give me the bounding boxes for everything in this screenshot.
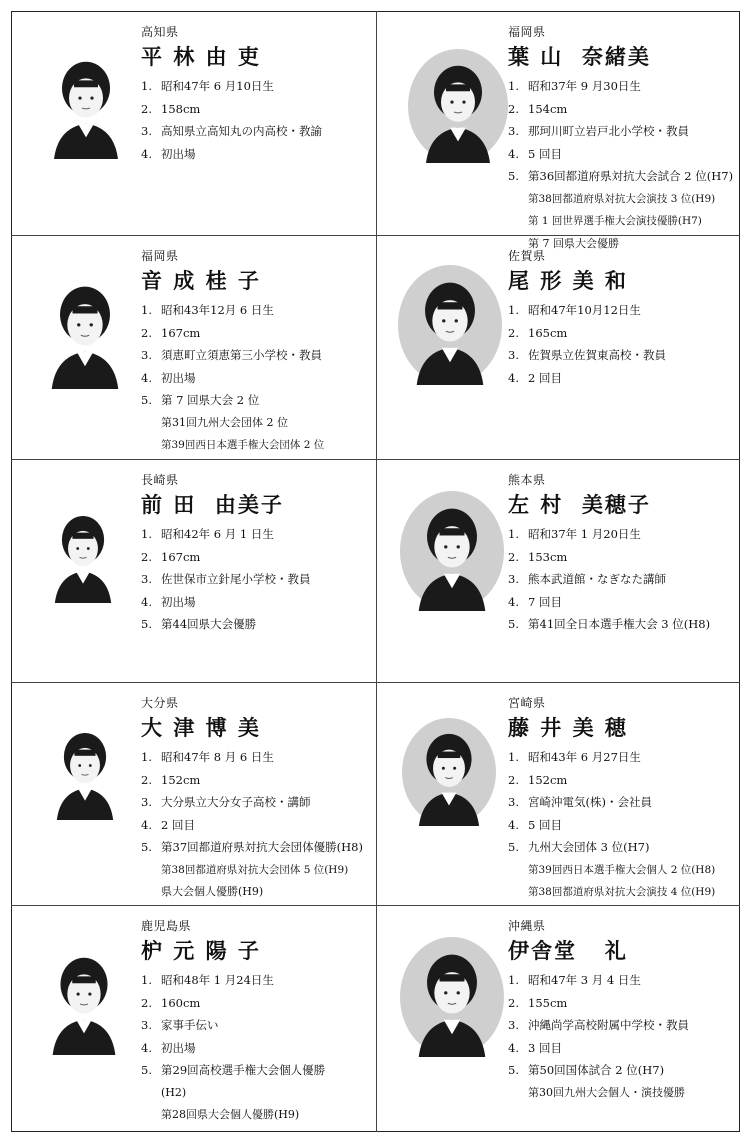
item-number: 3. bbox=[141, 1018, 152, 1032]
athlete-card bbox=[376, 459, 740, 682]
item-number: 2. bbox=[141, 101, 152, 116]
item-text: 昭和47年 8 月 6 日生 bbox=[161, 750, 274, 764]
item-number: 4. bbox=[508, 594, 519, 609]
item-text: 宮崎沖電気(株)・会社員 bbox=[528, 795, 652, 809]
athlete-name: 音 成 桂 子 bbox=[141, 269, 261, 293]
athlete-photo bbox=[41, 718, 129, 820]
profile-item bbox=[508, 836, 715, 859]
profile-item bbox=[141, 769, 363, 792]
profile-item bbox=[508, 814, 715, 837]
item-number: 1. bbox=[141, 750, 152, 764]
item-number: 5. bbox=[141, 840, 152, 854]
profile-list bbox=[508, 75, 733, 255]
item-sub-line: 第39回西日本選手権大会個人 2 位(H8) bbox=[528, 863, 716, 876]
profile-item bbox=[508, 98, 733, 121]
item-number: 4. bbox=[141, 817, 152, 832]
item-number: 2. bbox=[508, 995, 519, 1010]
item-number: 1. bbox=[141, 79, 152, 93]
athlete-name: 平 林 由 吏 bbox=[141, 45, 261, 69]
item-sub-line: 第30回九州大会個人・演技優勝 bbox=[528, 1085, 685, 1099]
profile-item bbox=[141, 836, 363, 859]
item-sub-line: 第31回九州大会団体 2 位 bbox=[161, 415, 288, 429]
profile-item bbox=[508, 1014, 689, 1037]
profile-item bbox=[141, 969, 325, 992]
athlete-name: 枦 元 陽 子 bbox=[141, 939, 261, 963]
profile-item bbox=[508, 746, 715, 769]
prefecture: 宮崎県 bbox=[508, 696, 546, 710]
profile-item bbox=[141, 322, 324, 345]
profile-item bbox=[141, 1037, 325, 1060]
athlete-photo bbox=[400, 491, 504, 611]
profile-item bbox=[141, 791, 363, 814]
item-number: 3. bbox=[508, 795, 519, 809]
athlete-card bbox=[11, 11, 376, 235]
item-number: 1. bbox=[508, 79, 519, 93]
profile-list bbox=[141, 299, 324, 457]
item-text: 大分県立大分女子高校・講師 bbox=[161, 795, 311, 809]
item-text: 154cm bbox=[528, 101, 568, 116]
profile-list bbox=[508, 523, 710, 636]
athlete-name: 左 村 美穂子 bbox=[508, 493, 651, 517]
item-text: 昭和37年 9 月30日生 bbox=[528, 79, 641, 93]
prefecture: 鹿児島県 bbox=[141, 919, 192, 933]
item-text: 7 回目 bbox=[528, 594, 562, 609]
item-number: 3. bbox=[508, 572, 519, 586]
item-sub-line: (H2) bbox=[161, 1085, 187, 1099]
item-number: 4. bbox=[141, 370, 152, 385]
prefecture: 高知県 bbox=[141, 25, 179, 39]
profile-list bbox=[508, 969, 689, 1104]
item-text: 153cm bbox=[528, 549, 568, 564]
prefecture: 佐賀県 bbox=[508, 249, 546, 263]
item-text: 3 回目 bbox=[528, 1040, 562, 1055]
athlete-photo bbox=[402, 718, 496, 826]
item-number: 2. bbox=[508, 772, 519, 787]
item-text: 須恵町立須恵第三小学校・教員 bbox=[161, 348, 322, 362]
item-number: 2. bbox=[141, 772, 152, 787]
item-number: 3. bbox=[141, 572, 152, 586]
item-text: 初出場 bbox=[161, 370, 196, 385]
athlete-photo bbox=[39, 501, 127, 603]
item-number: 5. bbox=[141, 1063, 152, 1077]
profile-item bbox=[141, 992, 325, 1015]
item-text: 初出場 bbox=[161, 1040, 196, 1055]
athlete-card bbox=[11, 459, 376, 682]
item-sub-line: 県大会個人優勝(H9) bbox=[161, 885, 264, 898]
item-sub-line: 第 1 回世界選手権大会演技優勝(H7) bbox=[528, 215, 702, 227]
item-number: 3. bbox=[508, 1018, 519, 1032]
athlete-photo bbox=[35, 941, 133, 1055]
item-text: 昭和48年 1 月24日生 bbox=[161, 973, 274, 987]
prefecture: 福岡県 bbox=[141, 249, 179, 263]
item-number: 4. bbox=[141, 1040, 152, 1055]
item-text: 沖縄尚学高校附属中学校・教員 bbox=[528, 1018, 689, 1032]
profile-item bbox=[508, 143, 733, 166]
profile-item bbox=[141, 568, 311, 591]
athlete-card bbox=[11, 235, 376, 459]
profile-item bbox=[141, 523, 311, 546]
athlete-name: 伊舎堂 礼 bbox=[508, 939, 628, 963]
item-number: 3. bbox=[508, 348, 519, 362]
item-number: 2. bbox=[141, 325, 152, 340]
item-text: 第36回都道府県対抗大会試合 2 位(H7) bbox=[528, 169, 734, 183]
item-number: 1. bbox=[508, 527, 519, 541]
item-sub-line: 第 7 回県大会優勝 bbox=[528, 236, 619, 250]
item-number: 4. bbox=[508, 1040, 519, 1055]
item-number: 5. bbox=[508, 617, 519, 631]
athlete-card bbox=[376, 682, 740, 905]
item-text: 158cm bbox=[161, 101, 201, 116]
item-number: 1. bbox=[141, 303, 152, 317]
item-text: 高知県立高知丸の内高校・教諭 bbox=[161, 124, 322, 138]
item-number: 2. bbox=[508, 101, 519, 116]
item-number: 1. bbox=[508, 303, 519, 317]
prefecture: 長崎県 bbox=[141, 473, 179, 487]
athlete-card bbox=[11, 682, 376, 905]
profile-item bbox=[508, 523, 710, 546]
item-text: 昭和47年 3 月 4 日生 bbox=[528, 973, 641, 987]
item-text: 155cm bbox=[528, 995, 568, 1010]
profile-item bbox=[141, 389, 324, 412]
profile-item bbox=[508, 75, 733, 98]
profile-item bbox=[508, 791, 715, 814]
profile-item bbox=[141, 120, 322, 143]
item-text: 167cm bbox=[161, 325, 201, 340]
profile-item bbox=[141, 143, 322, 166]
profile-item bbox=[141, 344, 324, 367]
item-number: 4. bbox=[508, 817, 519, 832]
profile-item bbox=[141, 75, 322, 98]
item-number: 2. bbox=[141, 549, 152, 564]
profile-item bbox=[141, 814, 363, 837]
profile-item bbox=[508, 299, 666, 322]
profile-list bbox=[141, 969, 325, 1127]
item-sub-line: 第28回県大会個人優勝(H9) bbox=[161, 1108, 300, 1121]
item-number: 1. bbox=[508, 973, 519, 987]
prefecture: 大分県 bbox=[141, 696, 179, 710]
athlete-card bbox=[11, 905, 376, 1132]
item-text: 昭和47年 6 月10日生 bbox=[161, 79, 274, 93]
item-text: 第 7 回県大会 2 位 bbox=[161, 393, 260, 407]
item-number: 5. bbox=[508, 840, 519, 854]
prefecture: 沖縄県 bbox=[508, 919, 546, 933]
item-sub-line: 第38回都道府県対抗大会演技 4 位(H9) bbox=[528, 886, 716, 898]
profile-item bbox=[508, 546, 710, 569]
item-text: 熊本武道館・なぎなた講師 bbox=[528, 572, 666, 586]
item-number: 2. bbox=[508, 325, 519, 340]
athlete-photo bbox=[400, 937, 504, 1057]
item-text: 第50回国体試合 2 位(H7) bbox=[528, 1063, 665, 1077]
athlete-name: 藤 井 美 穂 bbox=[508, 716, 628, 740]
prefecture: 福岡県 bbox=[508, 25, 546, 39]
athlete-photo bbox=[398, 265, 502, 385]
item-text: 160cm bbox=[161, 995, 201, 1010]
item-text: 第44回県大会優勝 bbox=[161, 617, 257, 631]
item-number: 4. bbox=[508, 146, 519, 161]
item-text: 佐賀県立佐賀東高校・教員 bbox=[528, 348, 666, 362]
item-text: 九州大会団体 3 位(H7) bbox=[528, 840, 650, 854]
item-number: 5. bbox=[141, 617, 152, 631]
item-text: 第41回全日本選手権大会 3 位(H8) bbox=[528, 617, 711, 631]
profile-list bbox=[141, 523, 311, 636]
item-text: 第37回都道府県対抗大会団体優勝(H8) bbox=[161, 840, 363, 854]
item-text: 5 回目 bbox=[528, 146, 562, 161]
athlete-name: 大 津 博 美 bbox=[141, 716, 261, 740]
item-text: 2 回目 bbox=[528, 370, 562, 385]
item-text: 初出場 bbox=[161, 146, 196, 161]
profile-item bbox=[508, 165, 733, 188]
item-text: 昭和43年 6 月27日生 bbox=[528, 750, 641, 764]
item-text: 167cm bbox=[161, 549, 201, 564]
item-text: 152cm bbox=[528, 772, 568, 787]
item-number: 5. bbox=[508, 1063, 519, 1077]
profile-list bbox=[508, 746, 715, 904]
athlete-card bbox=[376, 11, 740, 250]
profile-item bbox=[508, 568, 710, 591]
item-text: 初出場 bbox=[161, 594, 196, 609]
profile-item bbox=[508, 613, 710, 636]
athlete-name: 前 田 由美子 bbox=[141, 493, 284, 517]
item-number: 3. bbox=[141, 348, 152, 362]
profile-list bbox=[141, 75, 322, 165]
item-text: 昭和43年12月 6 日生 bbox=[161, 303, 274, 317]
profile-item bbox=[141, 367, 324, 390]
item-text: 第29回高校選手権大会個人優勝 bbox=[161, 1063, 326, 1077]
profile-item bbox=[141, 299, 324, 322]
profile-item bbox=[508, 992, 689, 1015]
item-number: 4. bbox=[141, 594, 152, 609]
item-number: 3. bbox=[141, 795, 152, 809]
athlete-card bbox=[376, 905, 740, 1132]
profile-item bbox=[141, 1014, 325, 1037]
item-sub-line: 第39回西日本選手権大会団体 2 位 bbox=[161, 439, 325, 451]
athlete-name: 葉 山 奈緒美 bbox=[508, 45, 651, 69]
item-text: 昭和42年 6 月 1 日生 bbox=[161, 527, 274, 541]
item-number: 1. bbox=[141, 527, 152, 541]
athlete-photo bbox=[33, 269, 137, 389]
prefecture: 熊本県 bbox=[508, 473, 546, 487]
item-text: 152cm bbox=[161, 772, 201, 787]
item-number: 2. bbox=[141, 995, 152, 1010]
profile-item bbox=[141, 98, 322, 121]
item-sub-line: 第38回都道府県対抗大会演技 3 位(H9) bbox=[528, 192, 716, 205]
profile-item bbox=[141, 546, 311, 569]
item-text: 昭和47年10月12日生 bbox=[528, 303, 641, 317]
item-sub-line: 第38回都道府県対抗大会団体 5 位(H9) bbox=[161, 863, 349, 876]
item-text: 佐世保市立針尾小学校・教員 bbox=[161, 572, 311, 586]
item-number: 1. bbox=[141, 973, 152, 987]
item-number: 5. bbox=[141, 393, 152, 407]
item-text: 5 回目 bbox=[528, 817, 562, 832]
profile-item bbox=[508, 769, 715, 792]
profile-list bbox=[508, 299, 666, 389]
profile-item bbox=[508, 591, 710, 614]
profile-item bbox=[508, 322, 666, 345]
item-text: 家事手伝い bbox=[161, 1018, 219, 1032]
profile-item bbox=[141, 1059, 325, 1082]
item-number: 3. bbox=[508, 124, 519, 138]
item-number: 2. bbox=[508, 549, 519, 564]
profile-item bbox=[141, 746, 363, 769]
profile-item bbox=[508, 367, 666, 390]
item-number: 3. bbox=[141, 124, 152, 138]
profile-item bbox=[508, 1059, 689, 1082]
profile-item bbox=[508, 969, 689, 992]
item-text: 165cm bbox=[528, 325, 568, 340]
profile-item bbox=[508, 120, 733, 143]
item-text: 2 回目 bbox=[161, 817, 195, 832]
item-text: 那珂川町立岩戸北小学校・教員 bbox=[528, 124, 689, 138]
item-number: 4. bbox=[141, 146, 152, 161]
profile-item bbox=[508, 344, 666, 367]
item-number: 5. bbox=[508, 169, 519, 183]
profile-item bbox=[508, 1037, 689, 1060]
athlete-name: 尾 形 美 和 bbox=[508, 269, 628, 293]
athlete-card bbox=[376, 235, 740, 459]
profile-item bbox=[141, 613, 311, 636]
item-number: 4. bbox=[508, 370, 519, 385]
item-number: 1. bbox=[508, 750, 519, 764]
profile-item bbox=[141, 591, 311, 614]
athlete-photo bbox=[36, 45, 136, 159]
item-text: 昭和37年 1 月20日生 bbox=[528, 527, 641, 541]
profile-list bbox=[141, 746, 363, 904]
athlete-photo bbox=[408, 49, 508, 163]
